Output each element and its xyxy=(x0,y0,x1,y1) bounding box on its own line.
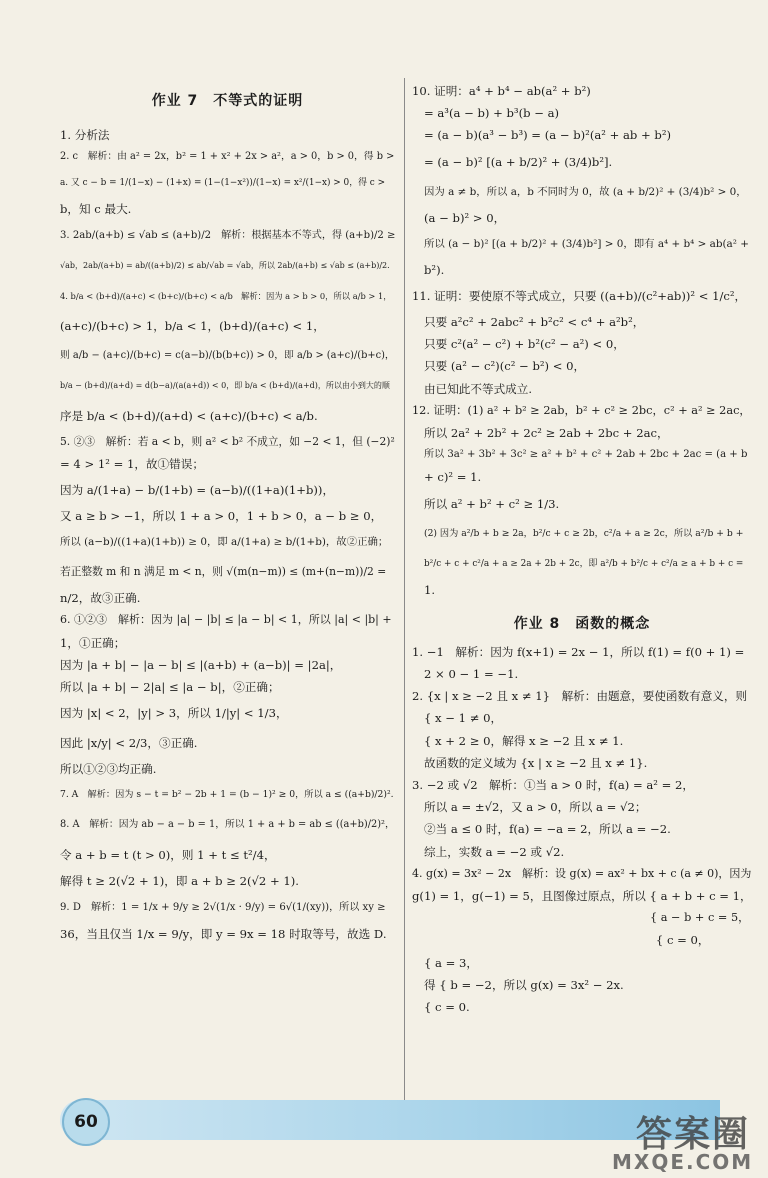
answer-line: a. 又 c − b = 1/(1−x) − (1+x) = (1−(1−x²))/(1−x) = x²/(1−x) > 0，得 c > xyxy=(60,178,386,189)
answer-line: 2. {x | x ≥ −2 且 x ≠ 1} 解析：由题意，要使函数有意义，则 xyxy=(412,689,748,704)
answer-line: 因为 a ≠ b，所以 a，b 不同时为 0，故 (a + b/2)² + (3/4)b² > 0， xyxy=(424,185,747,198)
answer-line: 11. 证明：要使原不等式成立，只要 ((a+b)/(c²+ab))² < 1/c²， xyxy=(412,289,747,304)
answer-line: = (a − b)² [(a + b/2)² + (3/4)b²]. xyxy=(424,154,613,169)
answer-line: 只要 (a² − c²)(c² − b²) < 0， xyxy=(424,359,586,374)
answer-line: = 4 > 1² = 1，故①错误； xyxy=(60,456,204,471)
answer-line: 序是 b/a < (b+d)/(a+d) < (a+c)/(b+c) < a/b. xyxy=(60,408,318,423)
answer-line: { a − b + c = 5， xyxy=(424,911,750,925)
answer-line: 只要 a²c² + 2abc² + b²c² < c⁴ + a²b²， xyxy=(424,315,645,330)
answer-line: 得 { b = −2，所以 g(x) = 3x² − 2x. xyxy=(424,977,624,992)
answer-line: 3. −2 或 √2 解析：①当 a > 0 时，f(a) = a² = 2， xyxy=(412,778,695,793)
answer-line: 解得 t ≥ 2(√2 + 1)，即 a + b ≥ 2(√2 + 1). xyxy=(60,874,299,889)
footer-bar xyxy=(60,1100,720,1140)
left-column xyxy=(60,78,395,945)
section-title-homework-7: 作业 7 不等式的证明 xyxy=(151,93,304,109)
answer-line: b，知 c 最大. xyxy=(60,202,132,217)
answer-line: 所以 a = ±√2，又 a > 0，所以 a = √2； xyxy=(424,800,647,815)
answer-line: (a+c)/(b+c) > 1，b/a < 1，(b+d)/(a+c) < 1， xyxy=(60,318,325,333)
watermark-logo: 答案圈 xyxy=(636,1114,751,1155)
answer-line: + c)² = 1. xyxy=(424,470,482,485)
answer-line: ②当 a ≤ 0 时，f(a) = −a = 2，所以 a = −2. xyxy=(424,822,671,837)
answer-line: 1. xyxy=(424,582,436,597)
answer-line: g(1) = 1，g(−1) = 5，且图像过原点，所以 { a + b + c = 1， xyxy=(412,889,752,904)
left-answer-lines xyxy=(60,124,395,945)
answer-line: (2) 因为 a²/b + b ≥ 2a，b²/c + c ≥ 2b，c²/a + a ≥ 2c，所以 a²/b + b + xyxy=(424,527,744,539)
answer-line: 因为 a/(1+a) − b/(1+b) = (a−b)/((1+a)(1+b))， xyxy=(60,483,335,498)
answer-line: 若正整数 m 和 n 满足 m < n，则 √(m(n−m)) ≤ (m+(n−m))/2 = xyxy=(60,565,387,579)
answer-line: = (a − b)(a³ − b³) = (a − b)²(a² + ab + b²) xyxy=(424,128,672,143)
answer-line: 所以①②③均正确. xyxy=(60,762,157,777)
answer-line: 4. g(x) = 3x² − 2x 解析：设 g(x) = ax² + bx + c (a ≠ 0)，因为 xyxy=(412,866,752,880)
answer-line: √ab，2ab/(a+b) = ab/((a+b)/2) ≤ ab/√ab = √ab，所以 2ab/(a+b) ≤ √ab ≤ (a+b)/2. xyxy=(60,260,390,270)
answer-line: 5. ②③ 解析：若 a < b，则 a² < b² 不成立，如 −2 < 1，但 (−2)² xyxy=(60,434,395,448)
answer-line: 3. 2ab/(a+b) ≤ √ab ≤ (a+b)/2 解析：根据基本不等式，得 (a+b)/2 ≥ xyxy=(60,229,395,241)
answer-line: 1. −1 解析：因为 f(x+1) = 2x − 1，所以 f(1) = f(0 + 1) = xyxy=(412,644,745,659)
answer-line: 8. A 解析：因为 ab − a − b = 1，所以 1 + a + b = ab ≤ ((a+b)/2)²， xyxy=(60,819,395,831)
answer-line: 6. ①②③ 解析：因为 |a| − |b| ≤ |a − b| < 1，所以 |a| < |b| + xyxy=(60,613,392,627)
answer-line: 36，当且仅当 1/x = 9/y，即 y = 9x = 18 时取等号，故选 D. xyxy=(60,926,387,941)
answer-line: 因为 |a + b| − |a − b| ≤ |(a+b) + (a−b)| = |2a|， xyxy=(60,657,342,672)
answer-line: b²/c + c + c²/a + a ≥ 2a + 2b + 2c，即 a²/b + b²/c + c²/a ≥ a + b + c = xyxy=(424,558,744,569)
answer-line: 7. A 解析：因为 s − t = b² − 2b + 1 = (b − 1)² ≥ 0，所以 a ≤ ((a+b)/2)². xyxy=(60,789,394,801)
answer-line: 又 a ≥ b > −1，所以 1 + a > 0，1 + b > 0，a − b ≥ 0， xyxy=(60,509,383,524)
answer-line: 1. 分析法 xyxy=(60,128,110,142)
answer-line: 10. 证明：a⁴ + b⁴ − ab(a² + b²) xyxy=(412,84,591,98)
right-column xyxy=(412,78,752,1018)
answer-line: 因此 |x/y| < 2/3，③正确. xyxy=(60,736,198,751)
page-number: 60 xyxy=(62,1098,110,1146)
answer-line: { x − 1 ≠ 0， xyxy=(424,711,503,726)
answer-line: 12. 证明：(1) a² + b² ≥ 2ab，b² + c² ≥ 2bc，c² + a² ≥ 2ac， xyxy=(412,403,751,417)
answer-line: 1，①正确； xyxy=(60,635,126,650)
answer-line: 所以 (a−b)/((1+a)(1+b)) ≥ 0，即 a/(1+a) ≥ b/(1+b)，故②正确； xyxy=(60,536,389,549)
answer-line: b/a − (b+d)/(a+d) = d(b−a)/(a(a+d)) < 0，即 b/a < (b+d)/(a+d)，所以由小到大的顺 xyxy=(60,380,390,390)
column-divider xyxy=(404,78,405,1138)
right-answer-lines-b xyxy=(412,641,752,1018)
answer-line: 由已知此不等式成立. xyxy=(424,381,533,396)
answer-line: 所以 2a² + 2b² + 2c² ≥ 2ab + 2bc + 2ac， xyxy=(424,426,669,441)
answer-line: { c = 0. xyxy=(424,1000,470,1015)
answer-line: 所以 (a − b)² [(a + b/2)² + (3/4)b²] > 0，即有 a⁴ + b⁴ > ab(a² + xyxy=(424,237,749,250)
answer-line: 所以 a² + b² + c² ≥ 1/3. xyxy=(424,496,560,511)
answer-line: 因为 |x| < 2，|y| > 3，所以 1/|y| < 1/3， xyxy=(60,706,288,721)
answer-line: b²). xyxy=(424,262,445,277)
answer-line: 令 a + b = t (t > 0)，则 1 + t ≤ t²/4， xyxy=(60,848,276,863)
answer-line: n/2，故③正确. xyxy=(60,591,141,606)
answer-line: { a = 3， xyxy=(424,955,479,970)
right-answer-lines-a xyxy=(412,80,752,601)
answer-line: 综上，实数 a = −2 或 √2. xyxy=(424,844,565,859)
answer-line: 2 × 0 − 1 = −1. xyxy=(424,667,519,682)
answer-line: (a − b)² > 0， xyxy=(424,210,506,225)
answer-line: 故函数的定义域为 {x | x ≥ −2 且 x ≠ 1}. xyxy=(424,755,648,770)
answer-line: { c = 0， xyxy=(424,933,710,948)
answer-line: { x + 2 ≥ 0，解得 x ≥ −2 且 x ≠ 1. xyxy=(424,733,624,748)
answer-line: 2. c 解析：由 a² = 2x，b² = 1 + x² + 2x > a²，a > 0，b > 0，得 b > xyxy=(60,151,395,163)
answer-line: = a³(a − b) + b³(b − a) xyxy=(424,106,560,121)
answer-line: 所以 |a + b| − 2|a| ≤ |a − b|，②正确； xyxy=(60,680,280,695)
answer-line: 4. b/a < (b+d)/(a+c) < (b+c)/(b+c) < a/b 解析：因为 a > b > 0，所以 a/b > 1， xyxy=(60,290,392,301)
section-title-homework-8: 作业 8 函数的概念 xyxy=(513,615,651,632)
answer-line: 所以 3a² + 3b² + 3c² ≥ a² + b² + c² + 2ab + 2bc + 2ac = (a + b xyxy=(424,449,748,461)
watermark-url: MXQE.COM xyxy=(612,1150,754,1174)
answer-line: 则 a/b − (a+c)/(b+c) = c(a−b)/(b(b+c)) > 0，即 a/b > (a+c)/(b+c)， xyxy=(60,349,395,361)
answer-line: 9. D 解析：1 = 1/x + 9/y ≥ 2√(1/x · 9/y) = 6√(1/(xy))，所以 xy ≥ xyxy=(60,901,386,913)
answer-line: 只要 c²(a² − c²) + b²(c² − a²) < 0， xyxy=(424,337,625,352)
